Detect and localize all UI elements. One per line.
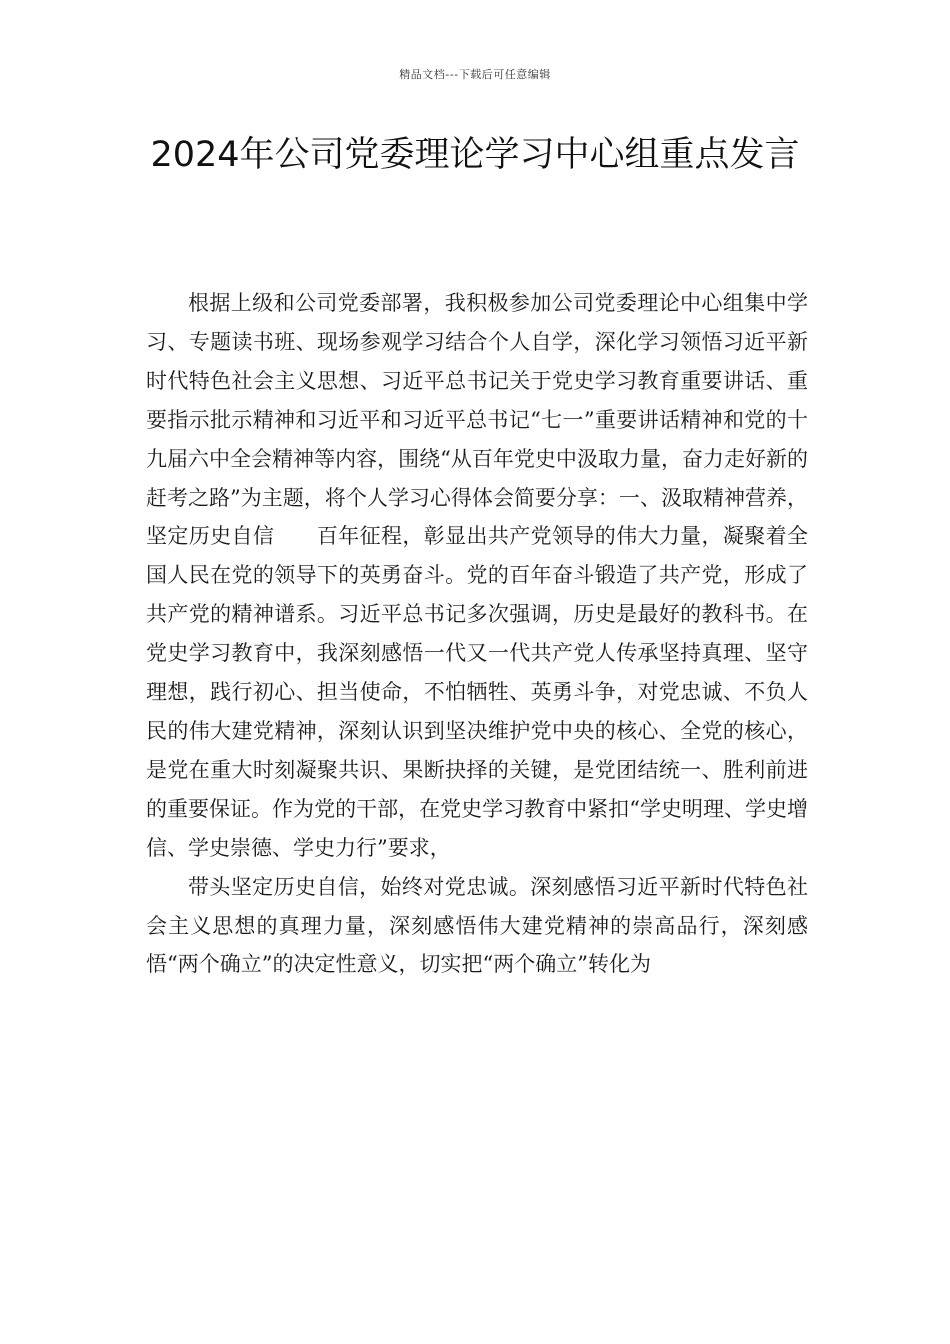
document-title: 2024年公司党委理论学习中心组重点发言 [150,135,800,175]
page-header-note: 精品文档---下载后可任意编辑 [399,68,551,81]
document-body [146,284,808,984]
paragraph-1: 根据上级和公司党委部署，我积极参加公司党委理论中心组集中学习、专题读书班、现场参观学习结合个人自学，深化学习领悟习近平新时代特色社会主义思想、习近平总书记关于党史学习教育重要讲话、重要指示批示精神和习近平和习近平总书记“七一”重要讲话精神和党的十九届六中全会精神等内容，围绕“从百年党史中汲取力量，奋力走好新的赶考之路”为主题，将个人学习心得体会简要分享：一、汲取精神营养，坚定历史自信 百年征程，彰显出共产党领导的伟大力量，凝聚着全国人民在党的领导下的英勇奋斗。党的百年奋斗锻造了共产党，形成了共产党的精神谱系。习近平总书记多次强调，历史是最好的教科书。在党史学习教育中，我深刻感悟一代又一代共产党人传承坚持真理、坚守理想，践行初心、担当使命，不怕牺牲、英勇斗争，对党忠诚、不负人民的伟大建党精神，深刻认识到坚决维护党中央的核心、全党的核心，是党在重大时刻凝聚共识、果断抉择的关键，是党团结统一、胜利前进的重要保证。作为党的干部，在党史学习教育中紧扣“学史明理、学史增信、学史崇德、学史力行”要求， [146,291,808,860]
paragraph-2: 带头坚定历史自信，始终对党忠诚。深刻感悟习近平新时代特色社会主义思想的真理力量，深刻感悟伟大建党精神的崇高品行，深刻感悟“两个确立”的决定性意义，切实把“两个确立”转化为 [146,874,808,977]
